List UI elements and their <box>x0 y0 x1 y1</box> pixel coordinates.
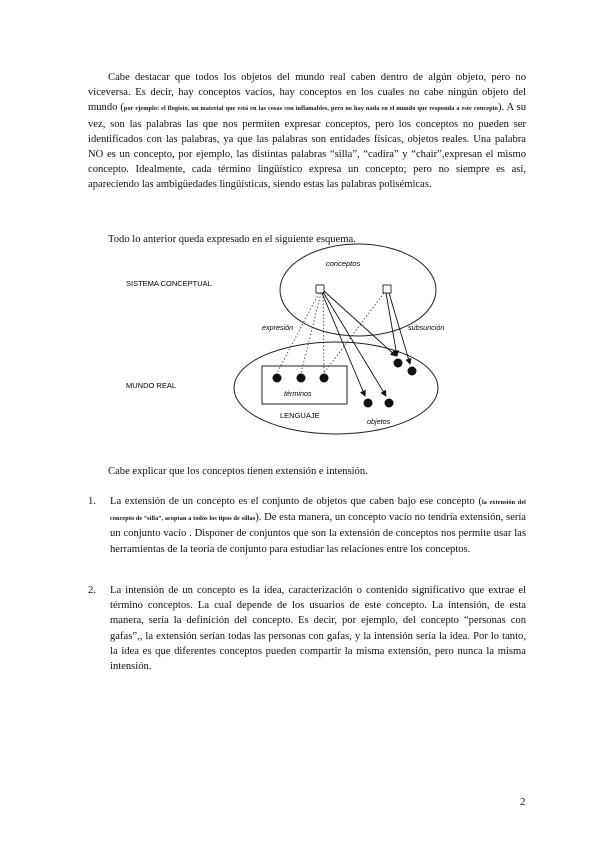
object-dot <box>408 367 417 376</box>
concept-box-left <box>316 285 324 293</box>
paragraph-extension-intension: Cabe explicar que los conceptos tienen extensión e intensión. <box>108 466 368 477</box>
intro-text-a: Cabe destacar que todos los objetos del mundo real caben dentro de algún objeto, pero no viceversa. Es decir, hay conceptos vacíos, hay conceptos en los cuales no cabe ningún objeto del mundo ( <box>88 72 526 114</box>
extension-text-a: La extensión de un concepto es el conjunto de objetos que caben bajo ese concepto ( <box>110 496 482 507</box>
list-item-extension <box>88 494 526 557</box>
label-lenguaje: LENGUAJE <box>280 411 320 420</box>
object-dot <box>385 399 394 408</box>
concept-diagram <box>100 240 500 440</box>
list-number: 2. <box>88 585 96 596</box>
expression-line <box>301 293 321 373</box>
label-expresion: expresión <box>262 323 294 332</box>
extension-text-b: ). De esta manera, un concepto vacío no tendría extensión, sería un conjunto vacío . Disponer de conjuntos que son la extensión de conceptos nos permite usar las herramientas de la teoría de conjunto para estudiar las relaciones entre los conceptos. <box>110 512 526 555</box>
term-dot <box>273 374 282 383</box>
intro-text-b: ). A su vez, son las palabras las que nos permiten expresar conceptos, pero los conceptos no pueden ser identificados con las palabras, ya que las palabras son entidades físicas, objetos reales. Una palabra NO es un concepto, por ejemplo, las distintas palabras “silla”, “cadira” y “chair”,expresan el mismo concepto. Idealmente, cada término lingüístico expresa un concepto; pero no siempre es así, apareciendo las ambigüedades lingüísticas, siendo estas las palabras polisémicas. <box>88 102 526 191</box>
label-subsuncion: subsunción <box>408 323 445 332</box>
label-sistema-conceptual: SISTEMA CONCEPTUAL <box>126 279 212 288</box>
label-mundo-real: MUNDO REAL <box>126 381 177 390</box>
term-dot <box>297 374 306 383</box>
expression-line <box>324 293 384 373</box>
list-item-intension <box>88 583 526 674</box>
label-conceptos: conceptos <box>326 259 361 268</box>
paragraph-intro <box>88 70 526 193</box>
language-box <box>262 366 347 404</box>
intro-note: por ejemplo: el flogisto, un material que está en las cosas con inflamables, pero no hay nada en el mundo que responda a este concepto <box>123 105 498 113</box>
page-number: 2 <box>520 796 526 808</box>
list-number: 1. <box>88 496 96 507</box>
list-item-text <box>110 494 526 557</box>
term-dot <box>320 374 329 383</box>
object-dot <box>394 359 403 368</box>
expression-line <box>277 293 319 373</box>
extension-note: la extensión del concepto de “silla”, acoptan a todos los tipos de sillas <box>110 499 526 523</box>
paragraph-scheme-intro: Todo lo anterior queda expresado en el siguiente esquema. <box>108 234 356 245</box>
label-terminos: términos <box>284 389 312 398</box>
expression-line <box>323 293 324 373</box>
label-objetos: objetos <box>367 417 391 426</box>
object-dot <box>364 399 373 408</box>
list-item-text: La intensión de un concepto es la idea, caracterización o contenido significativo que extrae el término conceptos. La cual depende de los usuarios de este concepto. La intensión, de esta manera, sería la definición del concepto. Es decir, por ejemplo, del concepto “personas con gafas”,, la extensión serían todas las personas con gafas, y la intensión sería la idea. Por lo tanto, la idea es que diferentes conceptos pueden compartir la misma extensión, pero nunca la misma intensión. <box>110 585 526 673</box>
concept-box-right <box>383 285 391 293</box>
